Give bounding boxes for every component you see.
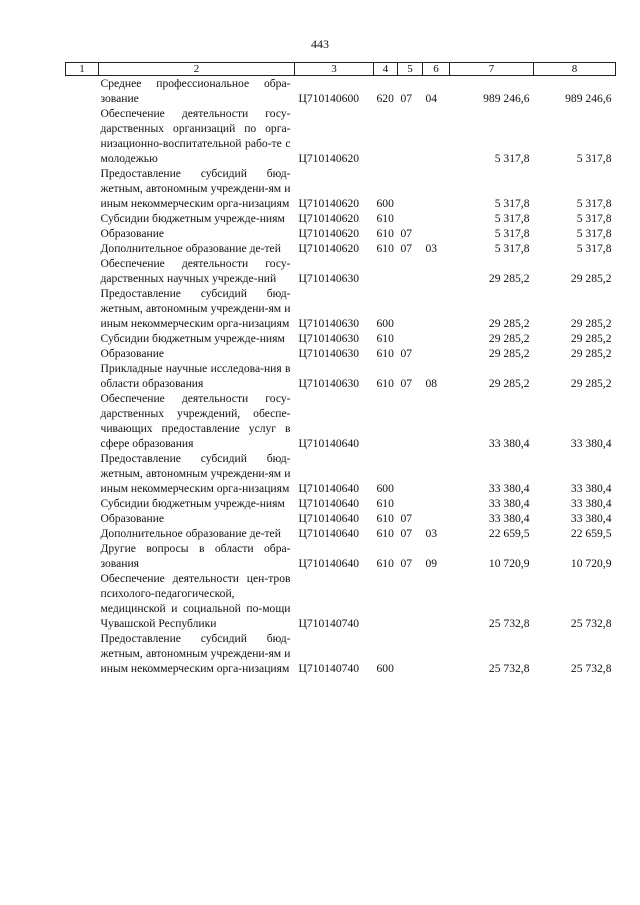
amount-year-1: 5 317,8 <box>494 242 530 255</box>
section-code <box>398 211 423 226</box>
amount-year-1: 29 285,2 <box>488 347 530 360</box>
section-code: 07 <box>400 242 413 255</box>
section-code <box>398 571 423 631</box>
blank-cell <box>66 286 99 331</box>
section-code <box>398 331 423 346</box>
column-header: 4 <box>374 63 398 76</box>
blank-cell <box>66 346 99 361</box>
blank-cell <box>66 226 99 241</box>
table-row <box>66 211 616 226</box>
target-code: Ц710140620 <box>298 152 360 165</box>
expense-type <box>374 571 398 631</box>
table-row <box>66 496 616 511</box>
subsection-code <box>423 451 450 496</box>
amount-year-1: 33 380,4 <box>488 482 530 495</box>
item-name: Образование <box>100 227 165 240</box>
blank-cell <box>66 361 99 391</box>
expense-type: 610 <box>376 557 394 570</box>
blank-cell <box>66 256 99 286</box>
blank-cell <box>66 391 99 451</box>
blank-cell <box>66 496 99 511</box>
column-header: 3 <box>295 63 374 76</box>
amount-year-2: 29 285,2 <box>570 332 612 345</box>
item-name: Обеспечение деятельности госу-дарственных организаций по орга-низационно-воспитательной рабо-те с молодежью <box>100 107 291 165</box>
amount-year-1: 25 732,8 <box>488 662 530 675</box>
table-row <box>66 451 616 496</box>
table-row <box>66 346 616 361</box>
amount-year-2: 29 285,2 <box>570 377 612 390</box>
amount-year-2: 22 659,5 <box>570 527 612 540</box>
subsection-code <box>423 211 450 226</box>
amount-year-1: 33 380,4 <box>488 437 530 450</box>
section-code: 07 <box>400 557 413 570</box>
subsection-code <box>423 226 450 241</box>
expense-type: 610 <box>376 527 394 540</box>
subsection-code <box>423 166 450 211</box>
column-header: 8 <box>534 63 616 76</box>
amount-year-2: 29 285,2 <box>570 347 612 360</box>
expense-type <box>374 256 398 286</box>
item-name: Обеспечение деятельности цен-тров психолого-педагогической, медицинской и социальной по-мощи Чувашской Республики <box>100 572 291 630</box>
section-code: 07 <box>400 377 413 390</box>
target-code: Ц710140620 <box>298 197 360 210</box>
amount-year-1: 5 317,8 <box>494 212 530 225</box>
target-code: Ц710140740 <box>298 617 360 630</box>
target-code: Ц710140630 <box>298 347 360 360</box>
section-code <box>398 166 423 211</box>
target-code: Ц710140630 <box>298 317 360 330</box>
expense-type: 610 <box>376 497 394 510</box>
subsection-code <box>423 106 450 166</box>
column-header: 1 <box>66 63 99 76</box>
amount-year-1: 29 285,2 <box>488 317 530 330</box>
expense-type: 600 <box>376 662 394 675</box>
page-number: 443 <box>311 37 329 51</box>
subsection-code: 03 <box>425 527 438 540</box>
section-code <box>398 496 423 511</box>
amount-year-2: 33 380,4 <box>570 512 612 525</box>
budget-table <box>65 62 616 676</box>
target-code: Ц710140640 <box>298 512 360 525</box>
table-row <box>66 631 616 676</box>
amount-year-1: 29 285,2 <box>488 272 530 285</box>
section-code <box>398 391 423 451</box>
section-code: 07 <box>400 227 413 240</box>
target-code: Ц710140620 <box>298 212 360 225</box>
amount-year-1: 33 380,4 <box>488 497 530 510</box>
expense-type: 610 <box>376 212 394 225</box>
section-code: 07 <box>400 527 413 540</box>
column-header: 5 <box>398 63 423 76</box>
subsection-code <box>423 631 450 676</box>
table-row <box>66 256 616 286</box>
column-header: 6 <box>423 63 450 76</box>
amount-year-2: 25 732,8 <box>570 617 612 630</box>
amount-year-2: 5 317,8 <box>576 227 612 240</box>
section-code: 07 <box>400 512 413 525</box>
amount-year-1: 22 659,5 <box>488 527 530 540</box>
amount-year-2: 33 380,4 <box>570 437 612 450</box>
table-row <box>66 526 616 541</box>
target-code: Ц710140630 <box>298 272 360 285</box>
subsection-code <box>423 496 450 511</box>
section-code <box>398 106 423 166</box>
amount-year-1: 33 380,4 <box>488 512 530 525</box>
item-name: Предоставление субсидий бюд-жетным, автономным учреждени-ям и иным некоммерческим орга-низациям <box>100 287 291 330</box>
blank-cell <box>66 631 99 676</box>
item-name: Прикладные научные исследова-ния в области образования <box>100 362 291 390</box>
subsection-code <box>423 286 450 331</box>
amount-year-2: 5 317,8 <box>576 242 612 255</box>
amount-year-2: 5 317,8 <box>576 212 612 225</box>
table-row <box>66 361 616 391</box>
target-code: Ц710140630 <box>298 377 360 390</box>
amount-year-1: 10 720,9 <box>488 557 530 570</box>
expense-type: 600 <box>376 317 394 330</box>
target-code: Ц710140640 <box>298 527 360 540</box>
item-name: Дополнительное образование де-тей <box>100 242 281 255</box>
expense-type: 610 <box>376 377 394 390</box>
target-code: Ц710140630 <box>298 332 360 345</box>
expense-type: 610 <box>376 347 394 360</box>
table-row <box>66 286 616 331</box>
amount-year-2: 5 317,8 <box>576 152 612 165</box>
subsection-code <box>423 571 450 631</box>
amount-year-2: 5 317,8 <box>576 197 612 210</box>
subsection-code: 04 <box>425 92 438 105</box>
amount-year-2: 29 285,2 <box>570 317 612 330</box>
target-code: Ц710140640 <box>298 437 360 450</box>
blank-cell <box>66 211 99 226</box>
section-code <box>398 451 423 496</box>
expense-type: 600 <box>376 482 394 495</box>
target-code: Ц710140740 <box>298 662 360 675</box>
item-name: Среднее профессиональное обра-зование <box>100 77 291 105</box>
section-code <box>398 256 423 286</box>
expense-type: 600 <box>376 197 394 210</box>
amount-year-1: 5 317,8 <box>494 197 530 210</box>
blank-cell <box>66 241 99 256</box>
table-header <box>66 63 616 76</box>
column-header: 7 <box>450 63 534 76</box>
table-body <box>66 76 616 677</box>
amount-year-2: 33 380,4 <box>570 497 612 510</box>
subsection-code: 03 <box>425 242 438 255</box>
item-name: Образование <box>100 512 165 525</box>
blank-cell <box>66 571 99 631</box>
table-row <box>66 106 616 166</box>
target-code: Ц710140620 <box>298 242 360 255</box>
subsection-code: 08 <box>425 377 438 390</box>
blank-cell <box>66 166 99 211</box>
item-name: Образование <box>100 347 165 360</box>
amount-year-1: 29 285,2 <box>488 332 530 345</box>
target-code: Ц710140620 <box>298 227 360 240</box>
item-name: Предоставление субсидий бюд-жетным, автономным учреждени-ям и иным некоммерческим орга-низациям <box>100 452 291 495</box>
blank-cell <box>66 106 99 166</box>
amount-year-1: 5 317,8 <box>494 152 530 165</box>
section-code <box>398 631 423 676</box>
blank-cell <box>66 76 99 107</box>
amount-year-2: 33 380,4 <box>570 482 612 495</box>
column-header: 2 <box>99 63 295 76</box>
blank-cell <box>66 526 99 541</box>
table-row <box>66 166 616 211</box>
amount-year-1: 5 317,8 <box>494 227 530 240</box>
subsection-code <box>423 256 450 286</box>
table-row <box>66 511 616 526</box>
item-name: Предоставление субсидий бюд-жетным, автономным учреждени-ям и иным некоммерческим орга-низациям <box>100 632 291 675</box>
item-name: Субсидии бюджетным учрежде-ниям <box>100 212 285 225</box>
expense-type: 610 <box>376 242 394 255</box>
table-row <box>66 76 616 107</box>
item-name: Субсидии бюджетным учрежде-ниям <box>100 497 285 510</box>
table-row <box>66 241 616 256</box>
item-name: Дополнительное образование де-тей <box>100 527 281 540</box>
blank-cell <box>66 541 99 571</box>
item-name: Предоставление субсидий бюд-жетным, автономным учреждени-ям и иным некоммерческим орга-низациям <box>100 167 291 210</box>
item-name: Обеспечение деятельности госу-дарственных учреждений, обеспе-чивающих предоставление услуг в сфере образования <box>100 392 291 450</box>
target-code: Ц710140600 <box>298 92 360 105</box>
subsection-code <box>423 346 450 361</box>
blank-cell <box>66 511 99 526</box>
amount-year-2: 25 732,8 <box>570 662 612 675</box>
table-row <box>66 571 616 631</box>
target-code: Ц710140640 <box>298 557 360 570</box>
table-row <box>66 541 616 571</box>
target-code: Ц710140640 <box>298 497 360 510</box>
section-code <box>398 286 423 331</box>
expense-type: 620 <box>376 92 394 105</box>
section-code: 07 <box>400 347 413 360</box>
blank-cell <box>66 331 99 346</box>
subsection-code: 09 <box>425 557 438 570</box>
expense-type <box>374 391 398 451</box>
subsection-code <box>423 331 450 346</box>
amount-year-1: 989 246,6 <box>483 92 530 105</box>
amount-year-2: 29 285,2 <box>570 272 612 285</box>
amount-year-1: 29 285,2 <box>488 377 530 390</box>
subsection-code <box>423 511 450 526</box>
item-name: Обеспечение деятельности госу-дарственных научных учрежде-ний <box>100 257 291 285</box>
item-name: Другие вопросы в области обра-зования <box>100 542 291 570</box>
table-row <box>66 391 616 451</box>
table-row <box>66 226 616 241</box>
section-code: 07 <box>400 92 413 105</box>
amount-year-2: 989 246,6 <box>565 92 612 105</box>
expense-type: 610 <box>376 332 394 345</box>
subsection-code <box>423 391 450 451</box>
blank-cell <box>66 451 99 496</box>
amount-year-1: 25 732,8 <box>488 617 530 630</box>
table-row <box>66 331 616 346</box>
amount-year-2: 10 720,9 <box>570 557 612 570</box>
expense-type: 610 <box>376 227 394 240</box>
target-code: Ц710140640 <box>298 482 360 495</box>
item-name: Субсидии бюджетным учрежде-ниям <box>100 332 285 345</box>
expense-type: 610 <box>376 512 394 525</box>
expense-type <box>374 106 398 166</box>
